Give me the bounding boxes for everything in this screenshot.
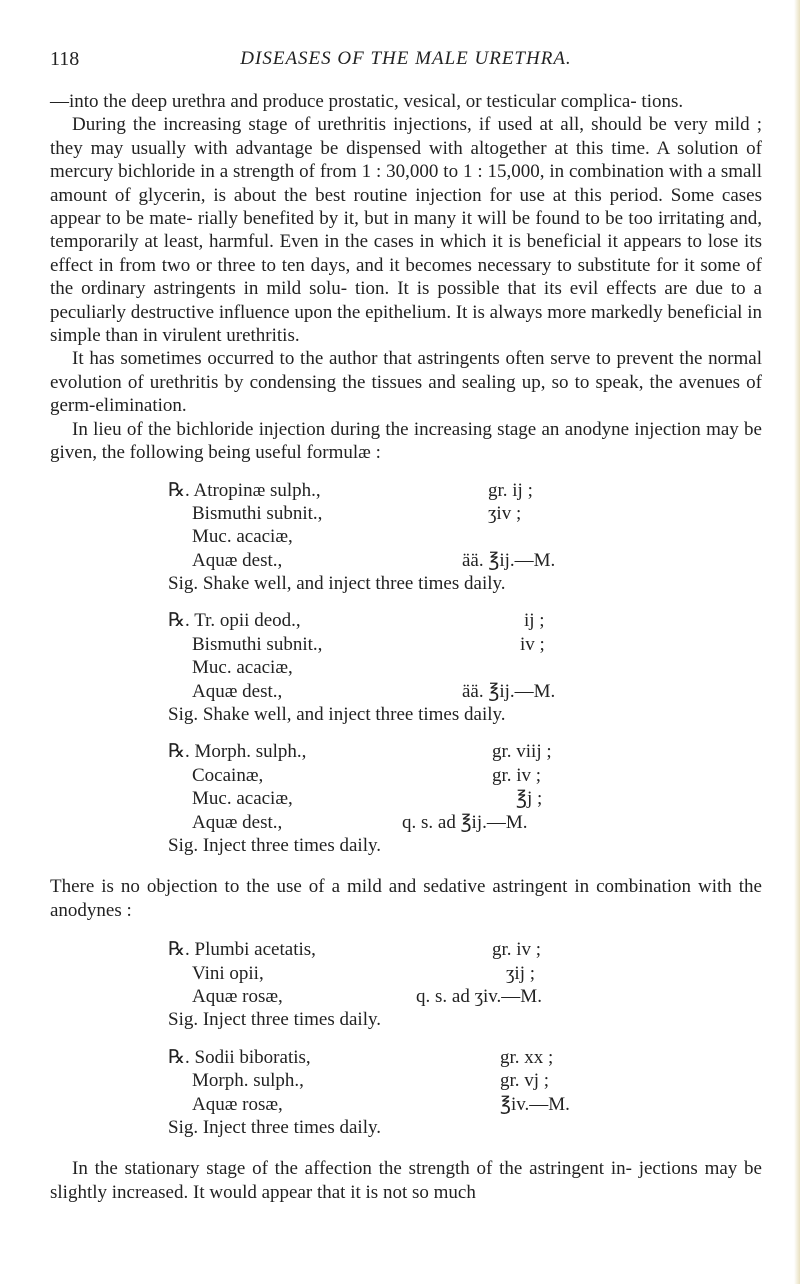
formula-line: [50, 549, 762, 572]
formula-line: [50, 680, 762, 703]
formula-ingredient: Aquæ dest.,: [192, 811, 283, 833]
formula-dose: ää. ℥ij.—M.: [462, 680, 556, 702]
running-title: DISEASES OF THE MALE URETHRA.: [240, 48, 572, 69]
formula-sig: Sig. Shake well, and inject three times daily.: [168, 573, 506, 595]
formula-5: [50, 1046, 762, 1140]
formula-sig-line: [50, 703, 762, 726]
formula-ingredient: ℞. Atropinæ sulph.,: [168, 479, 321, 501]
formula-dose: ää. ℥ij.—M.: [462, 549, 556, 571]
formula-dose: q. s. ad ℥ij.—M.: [402, 811, 528, 833]
formula-dose: gr. iv ;: [492, 764, 542, 786]
page-edge: [794, 0, 800, 1284]
formula-ingredient: Aquæ rosæ,: [192, 985, 283, 1007]
formula-line: [50, 740, 762, 763]
paragraph-3: It has sometimes occurred to the author that astringents often serve to prevent the normal evolution of urethritis by condensing the tissues and sealing up, so to speak, the avenues of germ-elimination.: [50, 348, 762, 417]
formula-ingredient: Aquæ rosæ,: [192, 1093, 283, 1115]
formula-dose: ℥iv.—M.: [500, 1093, 570, 1115]
formula-ingredient: ℞. Sodii biboratis,: [168, 1046, 311, 1068]
formula-dose: gr. xx ;: [500, 1046, 554, 1068]
formula-ingredient: Bismuthi subnit.,: [192, 502, 323, 524]
formula-ingredient: Aquæ dest.,: [192, 680, 283, 702]
formula-3: [50, 740, 762, 857]
formula-line: [50, 502, 762, 525]
formula-line: [50, 764, 762, 787]
formula-4: [50, 938, 762, 1032]
formula-dose: ʒiv ;: [488, 502, 522, 524]
formula-line: [50, 1046, 762, 1069]
formula-ingredient: ℞. Plumbi acetatis,: [168, 939, 316, 961]
formula-ingredient: ℞. Tr. opii deod.,: [168, 610, 301, 632]
formula-ingredient: Muc. acaciæ,: [192, 788, 293, 810]
formula-1: [50, 479, 762, 596]
formula-ingredient: Morph. sulph.,: [192, 1070, 304, 1092]
formula-sig: Sig. Shake well, and inject three times daily.: [168, 704, 506, 726]
formula-ingredient: Muc. acaciæ,: [192, 657, 293, 679]
formula-ingredient: Bismuthi subnit.,: [192, 633, 323, 655]
formula-line: [50, 787, 762, 810]
formula-sig-line: [50, 572, 762, 595]
paragraph-1: —into the deep urethra and produce prostatic, vesical, or testicular complica- tions.: [50, 91, 684, 112]
formula-ingredient: Cocainæ,: [192, 764, 264, 786]
formula-ingredient: ℞. Morph. sulph.,: [168, 741, 307, 763]
paragraph-2: During the increasing stage of urethritis injections, if used at all, should be very mild ; they may usually with advantage be dispensed with altogether at this time. A solution of mercury bichloride in a strength of from 1 : 30,000 to 1 : 15,000, in combination with a small amount of glycerin, is about the best routine injection for use at this period. Some cases appear to be mate- rially benefited by it, but in many it will be found to be too irritating and, temporarily at least, harmful. Even in the cases in which it is beneficial it appears to lose its effect in from two or three to ten days, and it becomes necessary to substitute for it some of the ordinary astringents in mild solu- tion. It is possible that its evil effects are due to a peculiarly destructive influence upon the epithelium. It is always more markedly beneficial in simple than in virulent urethritis.: [50, 114, 762, 347]
formula-dose: ij ;: [524, 610, 545, 632]
formula-ingredient: Muc. acaciæ,: [192, 526, 293, 548]
formula-line: [50, 656, 762, 679]
formula-sig: Sig. Inject three times daily.: [168, 834, 381, 856]
formula-sig-line: [50, 1008, 762, 1031]
formula-line: [50, 811, 762, 834]
formula-line: [50, 938, 762, 961]
formula-sig: Sig. Inject three times daily.: [168, 1009, 381, 1031]
formula-sig-line: [50, 834, 762, 857]
formula-ingredient: Vini opii,: [192, 962, 264, 984]
formula-line: [50, 1069, 762, 1092]
formula-line: [50, 1093, 762, 1116]
formula-ingredient: Aquæ dest.,: [192, 549, 283, 571]
formula-line: [50, 985, 762, 1008]
formula-line: [50, 479, 762, 502]
paragraph-5: There is no objection to the use of a mild and sedative astringent in combination with the anodynes :: [50, 876, 762, 921]
paragraph-4: In lieu of the bichloride injection during the increasing stage an anodyne injection may be given, the following being useful formulæ :: [50, 418, 762, 464]
formula-line: [50, 609, 762, 632]
formula-line: [50, 633, 762, 656]
formula-dose: ʒij ;: [506, 962, 536, 984]
paragraph-6: In the stationary stage of the affection the strength of the astringent in- jections may be slightly increased. It would appear that it is not so much: [50, 1158, 762, 1203]
formula-dose: gr. viij ;: [492, 741, 552, 763]
formula-dose: gr. vj ;: [500, 1070, 550, 1092]
page-number: 118: [50, 48, 80, 70]
formula-sig: Sig. Inject three times daily.: [168, 1116, 381, 1138]
formula-sig-line: [50, 1116, 762, 1139]
formula-dose: gr. ij ;: [488, 479, 533, 501]
formula-dose: ℥j ;: [516, 788, 543, 810]
formula-2: [50, 609, 762, 726]
formula-dose: gr. iv ;: [492, 939, 542, 961]
page-body: [50, 90, 762, 1204]
page-header: [50, 48, 762, 78]
formula-line: [50, 525, 762, 548]
formula-line: [50, 962, 762, 985]
formula-dose: iv ;: [520, 633, 545, 655]
formula-dose: q. s. ad ʒiv.—M.: [416, 985, 542, 1007]
